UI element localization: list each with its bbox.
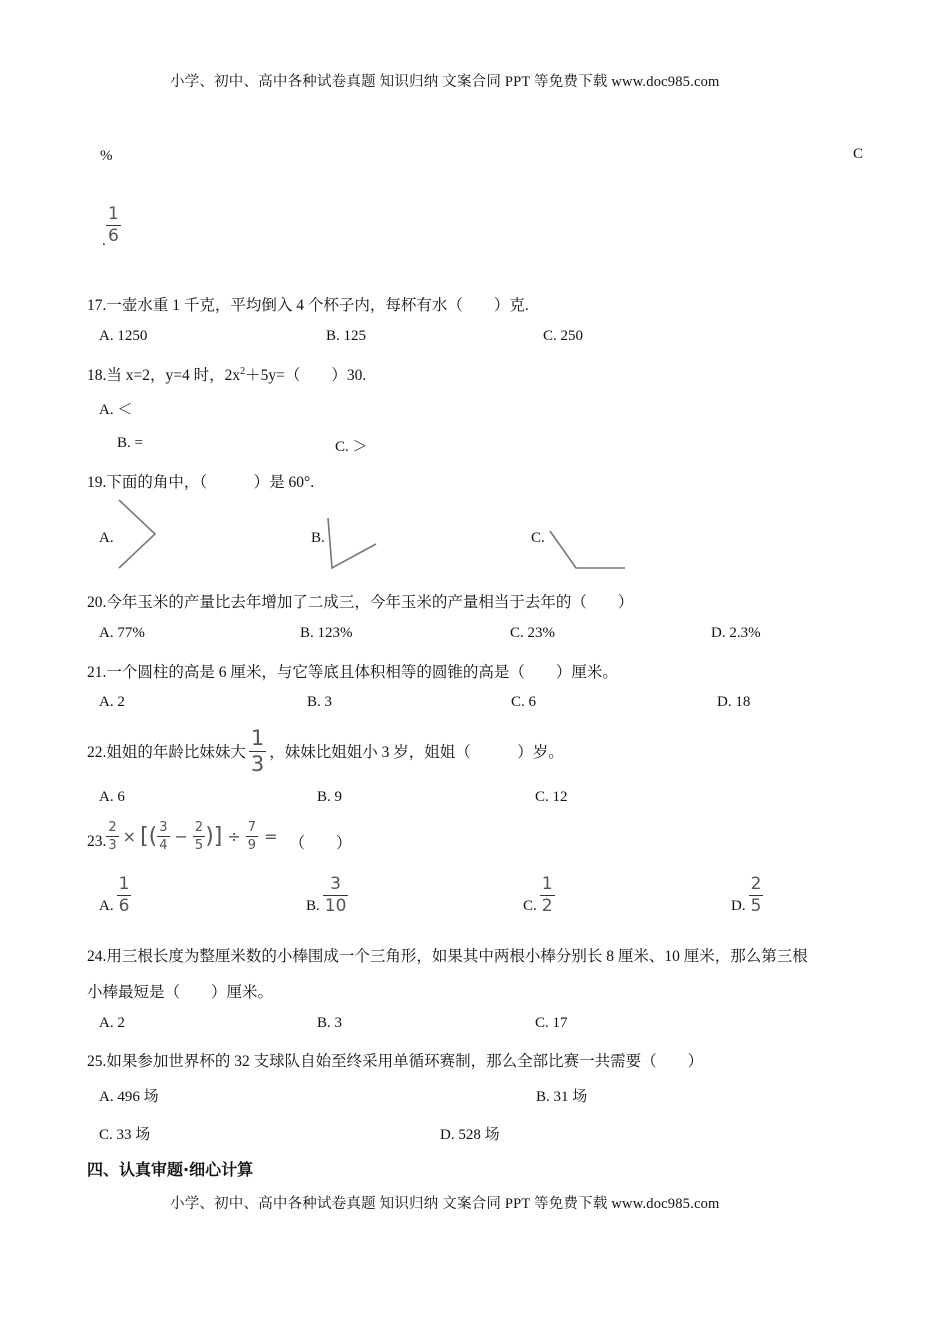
left-bracket: [( — [140, 823, 158, 849]
q21-option-c[interactable]: C. 6 — [511, 694, 537, 710]
question-20: 20.今年玉米的产量比去年增加了二成三，今年玉米的产量相当于去年的（ ） — [87, 594, 634, 611]
option-label: C. — [523, 898, 537, 914]
q25-option-c[interactable]: C. 33 场 — [99, 1127, 151, 1143]
percent-sign: % — [100, 148, 113, 164]
q18-text-pre: 18.当 x=2，y=4 时，2x — [87, 367, 241, 384]
q25-option-d[interactable]: D. 528 场 — [440, 1127, 500, 1143]
equals-sign: = — [264, 826, 278, 846]
q25-option-b[interactable]: B. 31 场 — [536, 1089, 588, 1105]
q23-blank: （ ） — [289, 835, 352, 852]
q20-option-c[interactable]: C. 23% — [510, 625, 555, 641]
numerator: 3 — [159, 819, 168, 835]
q17-option-b[interactable]: B. 125 — [326, 328, 367, 344]
fraction-dot: . — [102, 233, 106, 249]
option-label: A. — [99, 898, 114, 914]
q23-option-d[interactable] — [731, 876, 763, 915]
q23-expression — [106, 821, 283, 852]
page-footer: 小学、初中、高中各种试卷真题 知识归纳 文案合同 PPT 等免费下载 www.doc985.com — [170, 1196, 720, 1212]
option-letter-c: C — [853, 146, 864, 162]
q22-text-pre: 22.姐姐的年龄比妹妹大 — [87, 744, 246, 761]
numerator: 2 — [194, 819, 204, 835]
q20-option-d[interactable]: D. 2.3% — [711, 625, 761, 641]
question-21: 21.一个圆柱的高是 6 厘米，与它等底且体积相等的圆锥的高是（ ）厘米。 — [87, 664, 618, 681]
q22-option-b[interactable]: B. 9 — [317, 789, 343, 805]
numerator: 1 — [108, 204, 119, 224]
question-23 — [87, 816, 351, 856]
q22-fraction — [249, 725, 266, 776]
right-bracket: )] — [205, 823, 223, 849]
numerator: 7 — [247, 819, 257, 835]
q19-option-a[interactable]: A. — [99, 530, 114, 546]
minus-sign: − — [174, 826, 188, 846]
denominator: 2 — [541, 896, 553, 916]
denominator: 6 — [118, 896, 130, 916]
denominator: 5 — [750, 896, 762, 916]
numerator: 1 — [541, 874, 553, 894]
question-24-line-1: 24.用三根长度为整厘米数的小棒围成一个三角形，如果其中两根小棒分别长 8 厘米、10 厘米，那么第三根 — [87, 948, 808, 965]
q23-option-b[interactable] — [306, 876, 348, 915]
q21-option-a[interactable]: A. 2 — [99, 694, 125, 710]
q24-option-a[interactable]: A. 2 — [99, 1015, 125, 1031]
times-sign: × — [122, 826, 137, 846]
question-22 — [87, 726, 564, 776]
q22-option-a[interactable]: A. 6 — [99, 789, 125, 805]
denominator: 6 — [108, 226, 119, 246]
fraction-one-sixth — [106, 206, 121, 245]
denominator: 9 — [247, 837, 257, 853]
section-4-heading: 四、认真审题·细心计算 — [87, 1160, 254, 1179]
numerator: 2 — [750, 874, 762, 894]
angle-b-icon — [326, 516, 382, 572]
q18-option-b[interactable]: B. = — [117, 435, 143, 451]
question-19: 19.下面的角中，（ ）是 60°. — [87, 474, 315, 491]
q20-option-b[interactable]: B. 123% — [300, 625, 353, 641]
q18-superscript: 2 — [240, 365, 246, 377]
question-17: 17.一壶水重 1 千克，平均倒入 4 个杯子内，每杯有水（ ）克. — [87, 297, 529, 314]
denominator: 4 — [159, 837, 168, 853]
angle-c-icon — [548, 528, 628, 572]
option-label: B. — [306, 898, 320, 914]
q17-option-a[interactable]: A. 1250 — [99, 328, 148, 344]
q17-option-c[interactable]: C. 250 — [543, 328, 584, 344]
question-24-line-2: 小棒最短是（ ）厘米。 — [87, 984, 274, 1001]
question-18 — [87, 363, 366, 385]
q23-option-c[interactable] — [523, 876, 555, 915]
numerator: 3 — [330, 874, 341, 894]
numerator: 1 — [250, 725, 265, 750]
q23-option-a[interactable] — [99, 876, 131, 915]
angle-a-icon — [115, 498, 161, 572]
divide-sign: ÷ — [227, 826, 241, 846]
denominator: 3 — [108, 837, 117, 853]
q21-option-d[interactable]: D. 18 — [717, 694, 751, 710]
q18-option-a[interactable]: A. ＜ — [99, 402, 133, 418]
q21-option-b[interactable]: B. 3 — [307, 694, 333, 710]
numerator: 1 — [118, 874, 130, 894]
q19-option-c[interactable]: C. — [531, 530, 545, 546]
q20-option-a[interactable]: A. 77% — [99, 625, 145, 641]
option-label: D. — [731, 898, 746, 914]
denominator: 3 — [250, 751, 265, 776]
q25-option-a[interactable]: A. 496 场 — [99, 1089, 159, 1105]
q24-option-c[interactable]: C. 17 — [535, 1015, 568, 1031]
q18-text-post: ＋5y=（ ）30. — [245, 367, 367, 384]
q23-number: 23. — [87, 833, 107, 850]
page-header: 小学、初中、高中各种试卷真题 知识归纳 文案合同 PPT 等免费下载 www.doc985.com — [170, 74, 720, 90]
q18-option-c[interactable]: C. ＞ — [335, 439, 368, 455]
q22-text-post: ，妹妹比姐姐小 3 岁，姐姐（ ）岁。 — [269, 744, 564, 761]
denominator: 10 — [324, 896, 347, 916]
question-25: 25.如果参加世界杯的 32 支球队自始至终采用单循环赛制，那么全部比赛一共需要（ ） — [87, 1053, 704, 1070]
q22-option-c[interactable]: C. 12 — [535, 789, 568, 805]
q19-option-b[interactable]: B. — [311, 530, 325, 546]
q24-option-b[interactable]: B. 3 — [317, 1015, 343, 1031]
numerator: 2 — [108, 819, 117, 835]
denominator: 5 — [194, 837, 204, 853]
